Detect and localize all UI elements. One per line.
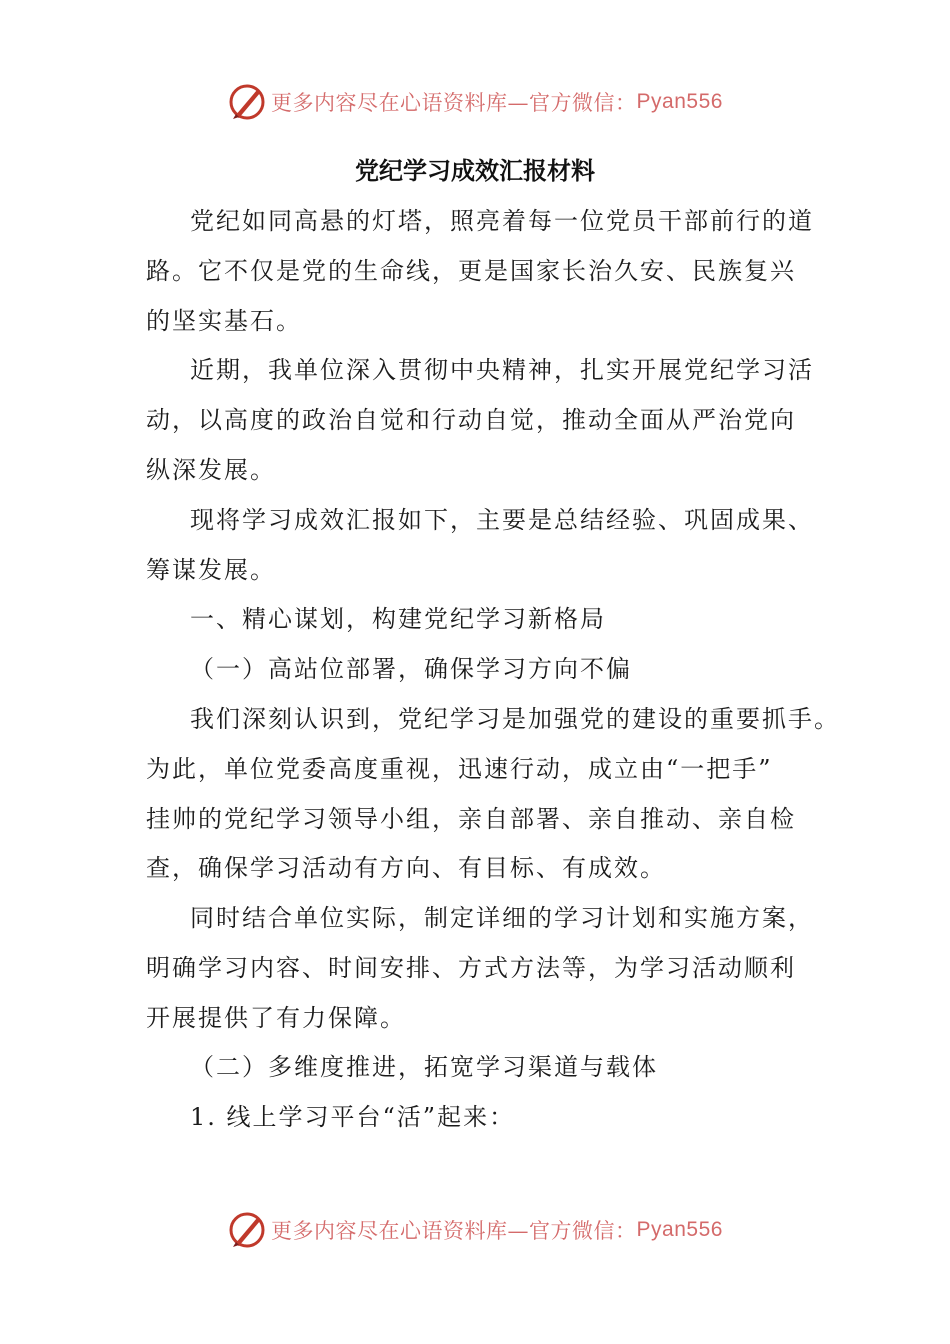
watermark-id: Pyan556: [636, 1218, 723, 1241]
paragraph-line: 近期，我单位深入贯彻中央精神，扎实开展党纪学习活: [190, 356, 814, 384]
watermark-banner-bottom: [0, 1208, 950, 1252]
paragraph-line: 开展提供了有力保障。: [146, 1004, 406, 1032]
section-heading: 一、精心谋划，构建党纪学习新格局: [190, 605, 606, 633]
paragraph-line: 为此，单位党委高度重视，迅速行动，成立由“一把手”: [146, 755, 773, 783]
watermark-banner-top: [0, 80, 950, 124]
watermark-text: 更多内容尽在心语资料库—官方微信：: [271, 91, 637, 115]
pen-logo-icon: [227, 1210, 267, 1250]
watermark-text: 更多内容尽在心语资料库—官方微信：: [271, 1219, 637, 1243]
paragraph-line: 同时结合单位实际，制定详细的学习计划和实施方案，: [190, 904, 814, 932]
paragraph-line: 筹谋发展。: [146, 556, 276, 584]
paragraph-line: 党纪如同高悬的灯塔，照亮着每一位党员干部前行的道: [190, 207, 814, 235]
pen-logo-icon: [227, 82, 267, 122]
paragraph-line: 的坚实基石。: [146, 307, 302, 335]
list-item: 1. 线上学习平台“活”起来：: [190, 1103, 516, 1131]
paragraph-line: 路。它不仅是党的生命线，更是国家长治久安、民族复兴: [146, 257, 796, 285]
subsection-heading: （一）高站位部署，确保学习方向不偏: [190, 655, 632, 683]
watermark-id: Pyan556: [636, 90, 723, 113]
paragraph-line: 挂帅的党纪学习领导小组，亲自部署、亲自推动、亲自检: [146, 805, 796, 833]
paragraph-line: 明确学习内容、时间安排、方式方法等，为学习活动顺利: [146, 954, 796, 982]
paragraph-line: 动，以高度的政治自觉和行动自觉，推动全面从严治党向: [146, 406, 796, 434]
paragraph-line: 现将学习成效汇报如下，主要是总结经验、巩固成果、: [190, 506, 814, 534]
subsection-heading: （二）多维度推进，拓宽学习渠道与载体: [190, 1053, 658, 1081]
document-title: 党纪学习成效汇报材料: [355, 157, 595, 185]
paragraph-line: 我们深刻认识到，党纪学习是加强党的建设的重要抓手。: [190, 705, 840, 733]
paragraph-line: 纵深发展。: [146, 456, 276, 484]
paragraph-line: 查，确保学习活动有方向、有目标、有成效。: [146, 854, 666, 882]
